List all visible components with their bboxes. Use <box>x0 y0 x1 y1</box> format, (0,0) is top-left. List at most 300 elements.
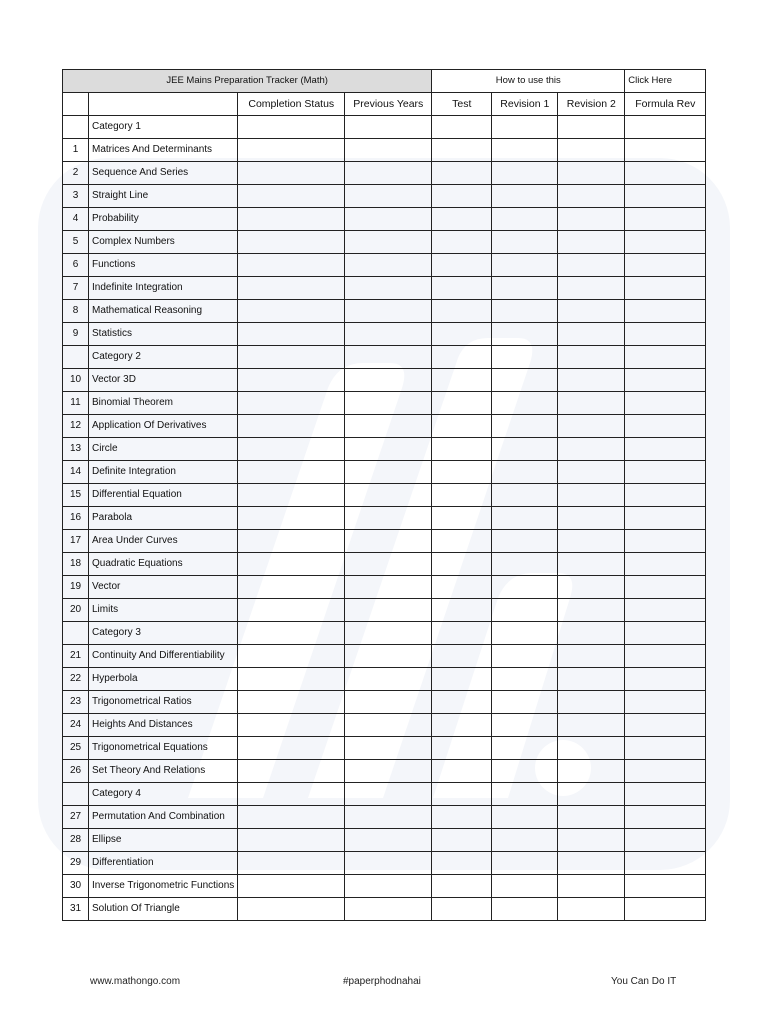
revision-1-cell[interactable] <box>492 507 558 530</box>
test-cell[interactable] <box>432 185 492 208</box>
revision-2-cell[interactable] <box>558 852 625 875</box>
completion-status-cell[interactable] <box>238 116 345 139</box>
previous-years-cell[interactable] <box>345 484 432 507</box>
revision-2-cell[interactable] <box>558 254 625 277</box>
topic-row <box>63 254 706 277</box>
previous-years-cell[interactable] <box>345 231 432 254</box>
row-number: 6 <box>63 254 89 277</box>
tracker-table <box>62 69 706 921</box>
completion-status-cell[interactable] <box>238 162 345 185</box>
category-row <box>63 116 706 139</box>
previous-years-cell[interactable] <box>345 645 432 668</box>
row-number: 17 <box>63 530 89 553</box>
revision-1-cell[interactable] <box>492 530 558 553</box>
revision-1-cell[interactable] <box>492 737 558 760</box>
formula-rev-cell[interactable] <box>625 829 706 852</box>
revision-2-cell[interactable] <box>558 231 625 254</box>
completion-status-cell[interactable] <box>238 760 345 783</box>
formula-rev-cell[interactable] <box>625 300 706 323</box>
revision-2-cell[interactable] <box>558 553 625 576</box>
revision-2-cell[interactable] <box>558 737 625 760</box>
topic-row <box>63 323 706 346</box>
revision-1-cell[interactable] <box>492 461 558 484</box>
test-cell[interactable] <box>432 668 492 691</box>
previous-years-cell[interactable] <box>345 553 432 576</box>
revision-1-cell[interactable] <box>492 116 558 139</box>
revision-1-cell[interactable] <box>492 898 558 921</box>
completion-status-cell[interactable] <box>238 185 345 208</box>
row-number: 19 <box>63 576 89 599</box>
topic-label: Hyperbola <box>89 668 238 691</box>
previous-years-cell[interactable] <box>345 783 432 806</box>
formula-rev-cell[interactable] <box>625 714 706 737</box>
revision-2-cell[interactable] <box>558 714 625 737</box>
revision-2-cell[interactable] <box>558 645 625 668</box>
revision-2-cell[interactable] <box>558 576 625 599</box>
revision-1-cell[interactable] <box>492 392 558 415</box>
completion-status-cell[interactable] <box>238 530 345 553</box>
revision-2-cell[interactable] <box>558 300 625 323</box>
revision-1-cell[interactable] <box>492 139 558 162</box>
test-cell[interactable] <box>432 162 492 185</box>
test-cell[interactable] <box>432 231 492 254</box>
revision-1-cell[interactable] <box>492 231 558 254</box>
revision-2-cell[interactable] <box>558 185 625 208</box>
row-number: 21 <box>63 645 89 668</box>
completion-status-cell[interactable] <box>238 553 345 576</box>
footer-motto: You Can Do IT <box>611 976 677 987</box>
row-number: 27 <box>63 806 89 829</box>
formula-rev-cell[interactable] <box>625 530 706 553</box>
test-cell[interactable] <box>432 392 492 415</box>
row-number: 2 <box>63 162 89 185</box>
previous-years-cell[interactable] <box>345 461 432 484</box>
test-cell[interactable] <box>432 277 492 300</box>
row-number: 15 <box>63 484 89 507</box>
test-cell[interactable] <box>432 530 492 553</box>
formula-rev-cell[interactable] <box>625 737 706 760</box>
previous-years-cell[interactable] <box>345 185 432 208</box>
formula-rev-cell[interactable] <box>625 277 706 300</box>
topic-row <box>63 369 706 392</box>
test-cell[interactable] <box>432 852 492 875</box>
test-cell[interactable] <box>432 829 492 852</box>
revision-2-cell[interactable] <box>558 507 625 530</box>
formula-rev-cell[interactable] <box>625 898 706 921</box>
completion-status-cell[interactable] <box>238 369 345 392</box>
completion-status-cell[interactable] <box>238 323 345 346</box>
revision-2-cell[interactable] <box>558 369 625 392</box>
category-label: Category 4 <box>89 783 238 806</box>
row-number: 14 <box>63 461 89 484</box>
completion-status-cell[interactable] <box>238 277 345 300</box>
col-header-formula-rev: Formula Rev <box>625 93 706 116</box>
test-cell[interactable] <box>432 369 492 392</box>
formula-rev-cell[interactable] <box>625 208 706 231</box>
previous-years-cell[interactable] <box>345 346 432 369</box>
revision-1-cell[interactable] <box>492 415 558 438</box>
previous-years-cell[interactable] <box>345 852 432 875</box>
formula-rev-cell[interactable] <box>625 507 706 530</box>
test-cell[interactable] <box>432 139 492 162</box>
completion-status-cell[interactable] <box>238 852 345 875</box>
completion-status-cell[interactable] <box>238 346 345 369</box>
formula-rev-cell[interactable] <box>625 599 706 622</box>
completion-status-cell[interactable] <box>238 484 345 507</box>
completion-status-cell[interactable] <box>238 599 345 622</box>
revision-1-cell[interactable] <box>492 208 558 231</box>
revision-2-cell[interactable] <box>558 599 625 622</box>
revision-2-cell[interactable] <box>558 346 625 369</box>
revision-1-cell[interactable] <box>492 300 558 323</box>
revision-1-cell[interactable] <box>492 438 558 461</box>
revision-2-cell[interactable] <box>558 875 625 898</box>
topic-label: Sequence And Series <box>89 162 238 185</box>
topic-row <box>63 737 706 760</box>
formula-rev-cell[interactable] <box>625 806 706 829</box>
revision-2-cell[interactable] <box>558 898 625 921</box>
formula-rev-cell[interactable] <box>625 116 706 139</box>
revision-2-cell[interactable] <box>558 806 625 829</box>
topic-label: Ellipse <box>89 829 238 852</box>
category-label: Category 3 <box>89 622 238 645</box>
completion-status-cell[interactable] <box>238 898 345 921</box>
revision-1-cell[interactable] <box>492 162 558 185</box>
completion-status-cell[interactable] <box>238 691 345 714</box>
test-cell[interactable] <box>432 875 492 898</box>
previous-years-cell[interactable] <box>345 208 432 231</box>
test-cell[interactable] <box>432 323 492 346</box>
revision-2-cell[interactable] <box>558 139 625 162</box>
revision-1-cell[interactable] <box>492 369 558 392</box>
completion-status-cell[interactable] <box>238 829 345 852</box>
revision-2-cell[interactable] <box>558 829 625 852</box>
revision-2-cell[interactable] <box>558 668 625 691</box>
previous-years-cell[interactable] <box>345 829 432 852</box>
previous-years-cell[interactable] <box>345 438 432 461</box>
row-number: 8 <box>63 300 89 323</box>
row-number <box>63 783 89 806</box>
formula-rev-cell[interactable] <box>625 461 706 484</box>
previous-years-cell[interactable] <box>345 392 432 415</box>
revision-2-cell[interactable] <box>558 461 625 484</box>
topic-label: Application Of Derivatives <box>89 415 238 438</box>
previous-years-cell[interactable] <box>345 254 432 277</box>
revision-1-cell[interactable] <box>492 852 558 875</box>
col-header-completion-status: Completion Status <box>238 93 345 116</box>
topic-row <box>63 461 706 484</box>
topic-row <box>63 645 706 668</box>
completion-status-cell[interactable] <box>238 576 345 599</box>
row-number: 13 <box>63 438 89 461</box>
topic-label: Probability <box>89 208 238 231</box>
previous-years-cell[interactable] <box>345 806 432 829</box>
topic-label: Complex Numbers <box>89 231 238 254</box>
revision-1-cell[interactable] <box>492 576 558 599</box>
revision-1-cell[interactable] <box>492 806 558 829</box>
topic-row <box>63 714 706 737</box>
completion-status-cell[interactable] <box>238 415 345 438</box>
topic-row <box>63 668 706 691</box>
test-cell[interactable] <box>432 208 492 231</box>
test-cell[interactable] <box>432 553 492 576</box>
category-row <box>63 783 706 806</box>
row-number <box>63 116 89 139</box>
row-number <box>63 622 89 645</box>
previous-years-cell[interactable] <box>345 691 432 714</box>
completion-status-cell[interactable] <box>238 507 345 530</box>
topic-label: Area Under Curves <box>89 530 238 553</box>
formula-rev-cell[interactable] <box>625 392 706 415</box>
test-cell[interactable] <box>432 760 492 783</box>
formula-rev-cell[interactable] <box>625 691 706 714</box>
previous-years-cell[interactable] <box>345 507 432 530</box>
completion-status-cell[interactable] <box>238 737 345 760</box>
revision-1-cell[interactable] <box>492 553 558 576</box>
test-cell[interactable] <box>432 254 492 277</box>
test-cell[interactable] <box>432 691 492 714</box>
row-number: 26 <box>63 760 89 783</box>
test-cell[interactable] <box>432 415 492 438</box>
topic-row <box>63 553 706 576</box>
revision-1-cell[interactable] <box>492 668 558 691</box>
revision-2-cell[interactable] <box>558 691 625 714</box>
row-number: 31 <box>63 898 89 921</box>
topic-row <box>63 208 706 231</box>
formula-rev-cell[interactable] <box>625 760 706 783</box>
completion-status-cell[interactable] <box>238 461 345 484</box>
test-cell[interactable] <box>432 116 492 139</box>
formula-rev-cell[interactable] <box>625 415 706 438</box>
revision-1-cell[interactable] <box>492 185 558 208</box>
formula-rev-cell[interactable] <box>625 484 706 507</box>
topic-label: Differentiation <box>89 852 238 875</box>
revision-1-cell[interactable] <box>492 714 558 737</box>
revision-1-cell[interactable] <box>492 346 558 369</box>
test-cell[interactable] <box>432 783 492 806</box>
click-here-link[interactable]: Click Here <box>625 70 706 93</box>
completion-status-cell[interactable] <box>238 300 345 323</box>
topic-row <box>63 599 706 622</box>
formula-rev-cell[interactable] <box>625 369 706 392</box>
revision-2-cell[interactable] <box>558 277 625 300</box>
test-cell[interactable] <box>432 898 492 921</box>
test-cell[interactable] <box>432 576 492 599</box>
completion-status-cell[interactable] <box>238 875 345 898</box>
revision-1-cell[interactable] <box>492 599 558 622</box>
topic-row <box>63 530 706 553</box>
previous-years-cell[interactable] <box>345 737 432 760</box>
topic-label: Set Theory And Relations <box>89 760 238 783</box>
test-cell[interactable] <box>432 622 492 645</box>
previous-years-cell[interactable] <box>345 898 432 921</box>
row-number: 28 <box>63 829 89 852</box>
category-label: Category 2 <box>89 346 238 369</box>
test-cell[interactable] <box>432 507 492 530</box>
topic-row <box>63 507 706 530</box>
completion-status-cell[interactable] <box>238 783 345 806</box>
test-cell[interactable] <box>432 599 492 622</box>
footer-website[interactable]: www.mathongo.com <box>90 976 181 987</box>
row-number: 20 <box>63 599 89 622</box>
formula-rev-cell[interactable] <box>625 622 706 645</box>
topic-label: Permutation And Combination <box>89 806 238 829</box>
topic-row <box>63 829 706 852</box>
title-row <box>63 70 706 93</box>
row-number: 25 <box>63 737 89 760</box>
formula-rev-cell[interactable] <box>625 576 706 599</box>
formula-rev-cell[interactable] <box>625 323 706 346</box>
test-cell[interactable] <box>432 346 492 369</box>
topic-label: Indefinite Integration <box>89 277 238 300</box>
previous-years-cell[interactable] <box>345 668 432 691</box>
completion-status-cell[interactable] <box>238 254 345 277</box>
revision-1-cell[interactable] <box>492 829 558 852</box>
test-cell[interactable] <box>432 645 492 668</box>
revision-2-cell[interactable] <box>558 484 625 507</box>
formula-rev-cell[interactable] <box>625 438 706 461</box>
previous-years-cell[interactable] <box>345 760 432 783</box>
completion-status-cell[interactable] <box>238 438 345 461</box>
previous-years-cell[interactable] <box>345 622 432 645</box>
revision-1-cell[interactable] <box>492 484 558 507</box>
previous-years-cell[interactable] <box>345 875 432 898</box>
revision-1-cell[interactable] <box>492 277 558 300</box>
revision-1-cell[interactable] <box>492 622 558 645</box>
revision-2-cell[interactable] <box>558 438 625 461</box>
topic-label: Quadratic Equations <box>89 553 238 576</box>
previous-years-cell[interactable] <box>345 576 432 599</box>
revision-1-cell[interactable] <box>492 783 558 806</box>
revision-2-cell[interactable] <box>558 760 625 783</box>
test-cell[interactable] <box>432 484 492 507</box>
completion-status-cell[interactable] <box>238 392 345 415</box>
test-cell[interactable] <box>432 300 492 323</box>
previous-years-cell[interactable] <box>345 599 432 622</box>
revision-2-cell[interactable] <box>558 323 625 346</box>
row-number: 3 <box>63 185 89 208</box>
revision-2-cell[interactable] <box>558 162 625 185</box>
completion-status-cell[interactable] <box>238 231 345 254</box>
revision-2-cell[interactable] <box>558 783 625 806</box>
revision-1-cell[interactable] <box>492 691 558 714</box>
test-cell[interactable] <box>432 438 492 461</box>
col-header-revision-2: Revision 2 <box>558 93 625 116</box>
revision-2-cell[interactable] <box>558 392 625 415</box>
row-number: 18 <box>63 553 89 576</box>
topic-label: Differential Equation <box>89 484 238 507</box>
row-number: 10 <box>63 369 89 392</box>
topic-row <box>63 231 706 254</box>
col-header-revision-1: Revision 1 <box>492 93 558 116</box>
row-number: 9 <box>63 323 89 346</box>
formula-rev-cell[interactable] <box>625 875 706 898</box>
revision-1-cell[interactable] <box>492 760 558 783</box>
row-number: 16 <box>63 507 89 530</box>
formula-rev-cell[interactable] <box>625 645 706 668</box>
previous-years-cell[interactable] <box>345 369 432 392</box>
topic-row <box>63 162 706 185</box>
completion-status-cell[interactable] <box>238 139 345 162</box>
topic-row <box>63 277 706 300</box>
previous-years-cell[interactable] <box>345 300 432 323</box>
formula-rev-cell[interactable] <box>625 231 706 254</box>
footer-hashtag: #paperphodnahai <box>343 976 421 987</box>
test-cell[interactable] <box>432 461 492 484</box>
formula-rev-cell[interactable] <box>625 254 706 277</box>
row-number <box>63 346 89 369</box>
revision-2-cell[interactable] <box>558 530 625 553</box>
previous-years-cell[interactable] <box>345 323 432 346</box>
topic-label: Trigonometrical Ratios <box>89 691 238 714</box>
completion-status-cell[interactable] <box>238 208 345 231</box>
topic-label: Limits <box>89 599 238 622</box>
row-number: 23 <box>63 691 89 714</box>
formula-rev-cell[interactable] <box>625 668 706 691</box>
row-number: 12 <box>63 415 89 438</box>
revision-1-cell[interactable] <box>492 645 558 668</box>
revision-1-cell[interactable] <box>492 254 558 277</box>
formula-rev-cell[interactable] <box>625 852 706 875</box>
previous-years-cell[interactable] <box>345 530 432 553</box>
col-header-num <box>63 93 89 116</box>
formula-rev-cell[interactable] <box>625 346 706 369</box>
previous-years-cell[interactable] <box>345 277 432 300</box>
topic-row <box>63 392 706 415</box>
completion-status-cell[interactable] <box>238 645 345 668</box>
topic-label: Circle <box>89 438 238 461</box>
formula-rev-cell[interactable] <box>625 162 706 185</box>
formula-rev-cell[interactable] <box>625 185 706 208</box>
test-cell[interactable] <box>432 737 492 760</box>
revision-2-cell[interactable] <box>558 208 625 231</box>
formula-rev-cell[interactable] <box>625 783 706 806</box>
completion-status-cell[interactable] <box>238 622 345 645</box>
previous-years-cell[interactable] <box>345 116 432 139</box>
completion-status-cell[interactable] <box>238 714 345 737</box>
topic-row <box>63 691 706 714</box>
revision-1-cell[interactable] <box>492 875 558 898</box>
previous-years-cell[interactable] <box>345 162 432 185</box>
formula-rev-cell[interactable] <box>625 139 706 162</box>
topic-row <box>63 875 706 898</box>
revision-2-cell[interactable] <box>558 116 625 139</box>
previous-years-cell[interactable] <box>345 139 432 162</box>
revision-2-cell[interactable] <box>558 622 625 645</box>
row-number: 30 <box>63 875 89 898</box>
topic-row <box>63 898 706 921</box>
topic-label: Parabola <box>89 507 238 530</box>
previous-years-cell[interactable] <box>345 415 432 438</box>
revision-1-cell[interactable] <box>492 323 558 346</box>
formula-rev-cell[interactable] <box>625 553 706 576</box>
topic-row <box>63 415 706 438</box>
row-number: 22 <box>63 668 89 691</box>
topic-label: Functions <box>89 254 238 277</box>
test-cell[interactable] <box>432 714 492 737</box>
revision-2-cell[interactable] <box>558 415 625 438</box>
previous-years-cell[interactable] <box>345 714 432 737</box>
completion-status-cell[interactable] <box>238 806 345 829</box>
category-label: Category 1 <box>89 116 238 139</box>
topic-row <box>63 438 706 461</box>
row-number: 11 <box>63 392 89 415</box>
completion-status-cell[interactable] <box>238 668 345 691</box>
col-header-test: Test <box>432 93 492 116</box>
topic-label: Trigonometrical Equations <box>89 737 238 760</box>
topic-label: Solution Of Triangle <box>89 898 238 921</box>
test-cell[interactable] <box>432 806 492 829</box>
